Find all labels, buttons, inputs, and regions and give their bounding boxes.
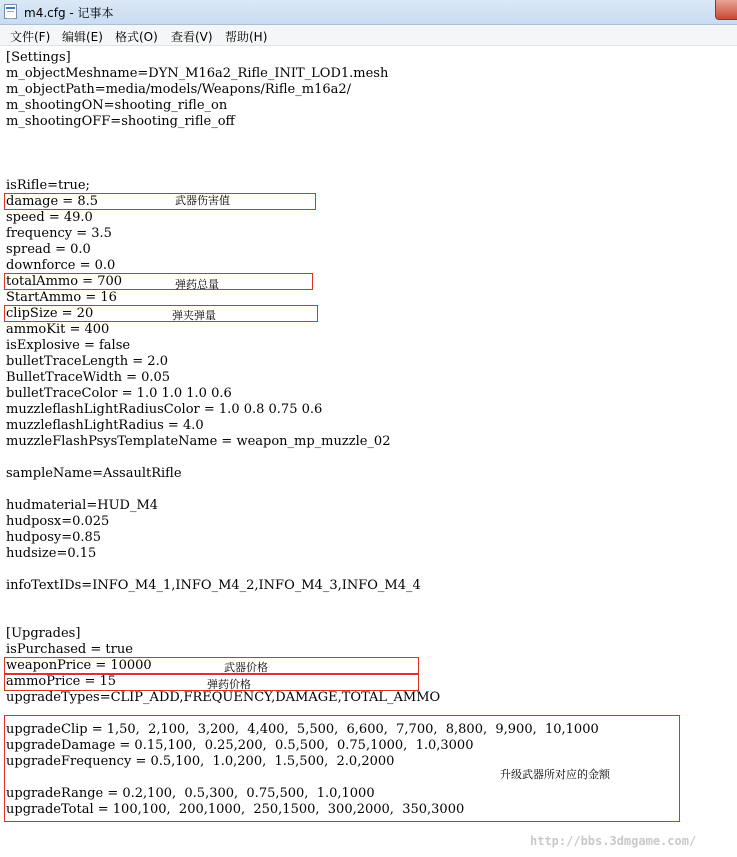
menu-help[interactable]: 帮助(H) <box>225 30 268 44</box>
text-line: m_shootingOFF=shooting_rifle_off <box>6 114 235 129</box>
text-line: speed = 49.0 <box>6 210 93 225</box>
text-line: upgradeDamage = 0.15,100, 0.25,200, 0.5,500, 0.75,1000, 1.0,3000 <box>6 738 474 753</box>
text-line: upgradeRange = 0.2,100, 0.5,300, 0.75,500, 1.0,1000 <box>6 786 375 801</box>
damage-note: 武器伤害值 <box>175 194 230 207</box>
ammo-price-note: 弹药价格 <box>207 678 251 691</box>
weapon-price-note: 武器价格 <box>224 661 268 674</box>
text-line: bulletTraceLength = 2.0 <box>6 354 168 369</box>
notepad-icon <box>4 4 17 19</box>
text-line: upgradeFrequency = 0.5,100, 1.0,200, 1.5,500, 2.0,2000 <box>6 754 395 769</box>
clip-size-highlight-box <box>4 305 318 322</box>
menu-bar <box>0 25 737 46</box>
text-line: hudposy=0.85 <box>6 530 102 545</box>
close-button[interactable] <box>715 0 737 20</box>
total-ammo-highlight-box <box>4 273 313 290</box>
text-line: muzzleFlashPsysTemplateName = weapon_mp_muzzle_02 <box>6 434 391 449</box>
text-line: muzzleflashLightRadius = 4.0 <box>6 418 204 433</box>
text-line: isRifle=true; <box>6 178 90 193</box>
text-line: sampleName=AssaultRifle <box>6 466 182 481</box>
text-line: damage = 8.5 <box>6 194 98 209</box>
weapon-price-highlight-box <box>4 657 419 674</box>
text-line: hudposx=0.025 <box>6 514 110 529</box>
total-ammo-note: 弹药总量 <box>175 278 219 291</box>
text-line: upgradeTotal = 100,100, 200,1000, 250,1500, 300,2000, 350,3000 <box>6 802 465 817</box>
damage-highlight-box <box>4 193 316 210</box>
text-line: bulletTraceColor = 1.0 1.0 1.0 0.6 <box>6 386 232 401</box>
text-line: m_objectMeshname=DYN_M16a2_Rifle_INIT_LOD1.mesh <box>6 66 389 81</box>
text-line: hudsize=0.15 <box>6 546 97 561</box>
text-line: muzzleflashLightRadiusColor = 1.0 0.8 0.75 0.6 <box>6 402 323 417</box>
text-line: totalAmmo = 700 <box>6 274 123 289</box>
text-line: BulletTraceWidth = 0.05 <box>6 370 171 385</box>
text-line: [Upgrades] <box>6 626 81 641</box>
text-line: upgradeClip = 1,50, 2,100, 3,200, 4,400, 5,500, 6,600, 7,700, 8,800, 9,900, 10,1000 <box>6 722 599 737</box>
text-line: infoTextIDs=INFO_M4_1,INFO_M4_2,INFO_M4_3,INFO_M4_4 <box>6 578 421 593</box>
text-line: downforce = 0.0 <box>6 258 116 273</box>
text-line: hudmaterial=HUD_M4 <box>6 498 159 513</box>
title-bar <box>0 0 737 25</box>
text-line: frequency = 3.5 <box>6 226 112 241</box>
text-line: isExplosive = false <box>6 338 131 353</box>
text-line: clipSize = 20 <box>6 306 94 321</box>
text-line: weaponPrice = 10000 <box>6 658 152 673</box>
text-line: spread = 0.0 <box>6 242 91 257</box>
upgrades-note: 升级武器所对应的金额 <box>500 768 610 781</box>
text-line: StartAmmo = 16 <box>6 290 117 305</box>
menu-edit[interactable]: 编辑(E) <box>62 30 103 44</box>
text-line: ammoKit = 400 <box>6 322 110 337</box>
text-line: m_objectPath=media/models/Weapons/Rifle_m16a2/ <box>6 82 352 97</box>
menu-view[interactable]: 查看(V) <box>171 30 213 44</box>
text-line: m_shootingON=shooting_rifle_on <box>6 98 228 113</box>
watermark: http://bbs.3dmgame.com/ <box>530 834 697 848</box>
text-line: isPurchased = true <box>6 642 133 657</box>
clip-size-note: 弹夹弹量 <box>172 309 216 322</box>
text-line: upgradeTypes=CLIP_ADD,FREQUENCY,DAMAGE,TOTAL_AMMO <box>6 690 441 705</box>
menu-file[interactable]: 文件(F) <box>10 30 51 44</box>
text-line: ammoPrice = 15 <box>6 674 117 689</box>
menu-format[interactable]: 格式(O) <box>115 30 158 44</box>
text-line: [Settings] <box>6 50 71 65</box>
window-title: m4.cfg - 记事本 <box>24 6 114 20</box>
